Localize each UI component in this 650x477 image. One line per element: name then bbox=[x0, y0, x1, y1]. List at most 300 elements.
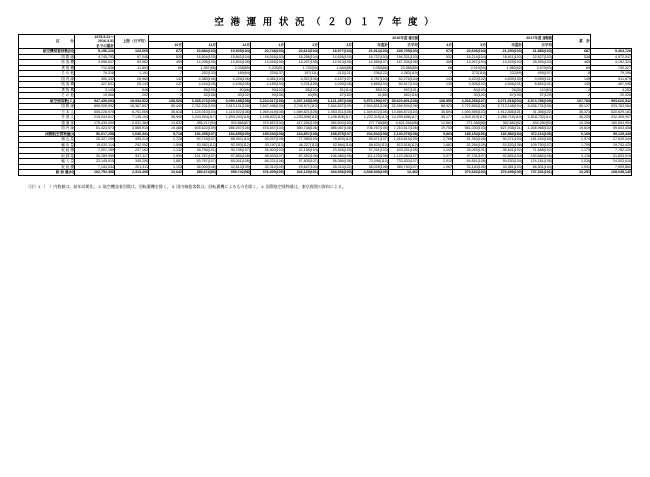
cell-yoy: (90) bbox=[311, 65, 318, 70]
cell-yoy: (103) bbox=[343, 54, 352, 59]
cell-yoy: (103) bbox=[275, 54, 284, 59]
cell-value: 580,738 bbox=[296, 126, 310, 131]
cell-value: 53,582 bbox=[196, 142, 208, 147]
cell-yoy: (102) bbox=[543, 109, 552, 114]
page-title: 空 港 運 用 状 況 （ ２ ０ １ ７ 年 度 ） bbox=[214, 17, 436, 28]
table-cell bbox=[217, 170, 251, 175]
cell-yoy: (106) bbox=[543, 104, 552, 109]
table-cell bbox=[389, 98, 419, 103]
cell-value: 41 bbox=[377, 93, 382, 98]
cell-value: 197 bbox=[304, 71, 311, 76]
cell-yoy: (113) bbox=[309, 142, 318, 147]
cell-value: 76,318 bbox=[103, 71, 114, 76]
cell-value: 64,651 bbox=[466, 159, 478, 164]
cell-value: 1,123,260 bbox=[393, 153, 410, 158]
cell-value: 706,767 bbox=[366, 126, 380, 131]
cell-value: 51,423,973 bbox=[96, 126, 114, 131]
row-label: 日 本 人 bbox=[19, 109, 75, 114]
cell-value: 32,456,594 bbox=[391, 104, 410, 109]
cell-value: 35,756 bbox=[196, 148, 208, 153]
cell-yoy: (104) bbox=[513, 98, 522, 103]
cell-value: 20,328 bbox=[620, 93, 631, 98]
cell-yoy: (108) bbox=[241, 153, 250, 158]
header-month-2016-4: 2月 bbox=[285, 42, 319, 49]
cell-value: 7,307,185 bbox=[98, 148, 114, 153]
cell-value: 20,884 bbox=[196, 49, 208, 54]
cell-value: 52,276 bbox=[398, 76, 410, 81]
cell-value: 1,960 bbox=[506, 65, 516, 70]
cell-yoy: (104) bbox=[379, 82, 388, 87]
cell-yoy: (104) bbox=[513, 159, 522, 164]
table-cell bbox=[591, 170, 632, 175]
cell-value: 7 bbox=[450, 71, 452, 76]
cell-value: 58,366 bbox=[332, 159, 344, 164]
cell-yoy: (104) bbox=[207, 109, 216, 114]
header-cumulative-line2: 2016.3.31 bbox=[98, 39, 114, 44]
cell-yoy: (92) bbox=[515, 120, 522, 125]
cell-yoy: (107) bbox=[409, 159, 418, 164]
cell-value: 31,356 bbox=[532, 109, 544, 114]
cell-yoy: (100) bbox=[343, 120, 352, 125]
table-cell bbox=[523, 98, 553, 103]
cell-yoy: (101) bbox=[207, 148, 216, 153]
cell-yoy: (108) bbox=[477, 159, 486, 164]
cell-value: 5,718 bbox=[173, 131, 182, 136]
cell-value: 189,154 bbox=[464, 131, 478, 136]
cell-yoy: (103) bbox=[207, 54, 216, 59]
cell-yoy: (101) bbox=[543, 170, 552, 175]
cell-value: 108,550 bbox=[439, 98, 452, 103]
cell-value: 2,740,671 bbox=[293, 104, 310, 109]
cell-yoy: (102) bbox=[513, 148, 522, 153]
cell-yoy: (103) bbox=[513, 49, 522, 54]
table-cell bbox=[149, 170, 183, 175]
cell-value: 359,742 bbox=[230, 170, 244, 175]
cell-yoy: (117) bbox=[207, 115, 216, 120]
cell-yoy: (107) bbox=[409, 164, 418, 169]
cell-value: 21,250 bbox=[502, 49, 514, 54]
cell-value: 4,787 bbox=[370, 76, 380, 81]
cell-value: 24,003,616 bbox=[613, 159, 631, 164]
cell-value: 139 bbox=[446, 82, 452, 87]
cell-value: 50,617 bbox=[398, 82, 410, 87]
cell-yoy: (108) bbox=[379, 104, 388, 109]
cell-yoy: (106) bbox=[275, 93, 284, 98]
cell-yoy: (110) bbox=[379, 142, 388, 147]
cell-yoy: (103) bbox=[477, 109, 486, 114]
cell-value: 4,306 bbox=[468, 82, 478, 87]
cell-value: 2,647,498 bbox=[259, 104, 276, 109]
cell-value: 2,904,831 bbox=[363, 104, 380, 109]
cell-value: 12,661 bbox=[441, 120, 452, 125]
cell-value: 16,504 bbox=[196, 54, 208, 59]
header-group-2017 bbox=[419, 35, 553, 42]
cell-yoy: (101) bbox=[513, 109, 522, 114]
header-group-2016 bbox=[149, 35, 419, 42]
cell-value: 1,532,019 bbox=[461, 115, 478, 120]
cell-value: 36,641 bbox=[502, 148, 514, 153]
cell-value: 85 bbox=[203, 87, 208, 92]
cell-yoy: (104) bbox=[309, 164, 318, 169]
cell-value: 586,057 bbox=[228, 126, 242, 131]
cell-value: 459 bbox=[176, 60, 182, 65]
cell-value: 465 bbox=[584, 60, 590, 65]
cell-yoy: (107) bbox=[343, 76, 352, 81]
cell-value: 2,544,837 bbox=[327, 104, 344, 109]
cell-value: 19,486 bbox=[171, 126, 182, 131]
header-month-2016-1: 11月 bbox=[183, 42, 217, 49]
cell-value: 3,121,457 bbox=[327, 98, 344, 103]
cell-yoy: (100) bbox=[207, 87, 216, 92]
cell-value: 4,639 bbox=[504, 76, 514, 81]
cell-yoy: (106) bbox=[409, 60, 418, 65]
cell-yoy: (101) bbox=[477, 148, 486, 153]
cell-value: 65 bbox=[586, 65, 590, 70]
airport-operations-table bbox=[18, 34, 632, 176]
header-daily-avg-2016: 日平均 bbox=[389, 42, 419, 49]
cell-yoy: (108) bbox=[275, 131, 284, 136]
table-cell bbox=[251, 170, 285, 175]
cell-yoy: (183) bbox=[343, 93, 352, 98]
cell-value: 7,135,154 bbox=[132, 115, 148, 120]
cell-value: 73,098 bbox=[368, 159, 380, 164]
cell-yoy: (108) bbox=[309, 60, 318, 65]
cell-yoy: (104) bbox=[309, 148, 318, 153]
cell-value: 56,617,258 bbox=[96, 131, 114, 136]
cell-yoy: (106) bbox=[241, 159, 250, 164]
table-cell bbox=[285, 170, 319, 175]
cell-value: 2,036 bbox=[581, 159, 590, 164]
cell-value: 3 bbox=[450, 87, 452, 92]
cell-value: 232,459,907 bbox=[611, 115, 631, 120]
cell-value: 662 bbox=[403, 93, 410, 98]
cell-value: 3,337,165 bbox=[293, 98, 310, 103]
cell-value: 142 bbox=[176, 76, 182, 81]
cell-yoy: (91) bbox=[277, 65, 284, 70]
cell-yoy: (107) bbox=[477, 98, 486, 103]
cell-value: 213 bbox=[337, 71, 344, 76]
header-total: 累 計 bbox=[553, 35, 591, 49]
cell-yoy: (102) bbox=[543, 148, 552, 153]
cell-value: 158,575 bbox=[330, 131, 344, 136]
cell-value: 2,019 bbox=[470, 65, 480, 70]
table-cell bbox=[523, 104, 553, 109]
cell-value: 19,743,420 bbox=[613, 142, 631, 147]
cell-value: 168,048,140 bbox=[611, 170, 631, 175]
cell-yoy: (89) bbox=[243, 65, 250, 70]
header-year-2016: 年度計 bbox=[353, 42, 389, 49]
cell-value: 3,979 bbox=[536, 65, 546, 70]
cell-value: 14,429 bbox=[502, 60, 514, 65]
cell-value: 3,099,188 bbox=[225, 98, 242, 103]
cell-yoy: (107) bbox=[409, 153, 418, 158]
cell-value: 1,208,968 bbox=[527, 126, 544, 131]
cell-yoy: (103) bbox=[275, 87, 284, 92]
cell-value: 99 bbox=[271, 93, 276, 98]
cell-value: 110 bbox=[539, 87, 546, 92]
cell-value: 2,313,406 bbox=[132, 170, 148, 175]
cell-value: 4,972,047 bbox=[615, 54, 631, 59]
cell-yoy: (106) bbox=[343, 60, 352, 65]
cell-value: 271,368 bbox=[466, 120, 480, 125]
cell-value: 933,763,084 bbox=[611, 104, 631, 109]
cell-yoy: (106) bbox=[477, 137, 486, 142]
cell-yoy: (119) bbox=[409, 71, 418, 76]
cell-value: 2,974 bbox=[581, 137, 590, 142]
cell-yoy: (122) bbox=[379, 71, 388, 76]
cell-value: 97,854 bbox=[230, 153, 242, 158]
cell-value: 90,097 bbox=[264, 137, 276, 142]
cell-yoy: (106) bbox=[309, 153, 318, 158]
cell-value: 222 bbox=[509, 71, 516, 76]
cell-value: 58,620 bbox=[368, 142, 380, 147]
cell-value: 41,886 bbox=[532, 49, 544, 54]
cell-yoy: (108) bbox=[275, 109, 284, 114]
cell-value: 4,226 bbox=[232, 76, 242, 81]
cell-value: 59,530 bbox=[502, 159, 514, 164]
table-cell bbox=[75, 170, 115, 175]
cell-yoy: (106) bbox=[343, 82, 352, 87]
cell-value: 1,103 bbox=[173, 164, 182, 169]
cell-value: 13,466,872 bbox=[391, 109, 410, 114]
cell-value: 4,546 bbox=[504, 82, 514, 87]
cell-value: 204,532 bbox=[366, 131, 380, 136]
cell-yoy: (104) bbox=[409, 82, 418, 87]
cell-value: 7,782,120 bbox=[615, 148, 631, 153]
table-cell bbox=[389, 137, 419, 142]
cell-value: 605,622 bbox=[194, 126, 208, 131]
cell-value: 77,385 bbox=[298, 137, 310, 142]
cell-value: 25,143 bbox=[137, 82, 148, 87]
cell-yoy: (99) bbox=[515, 71, 522, 76]
cell-yoy: (98) bbox=[411, 120, 418, 125]
cell-yoy: (111) bbox=[310, 71, 318, 76]
cell-value: 2,140,075 bbox=[393, 131, 410, 136]
row-label: 給 油 量(kl) bbox=[19, 170, 75, 175]
row-label: そ の 他 bbox=[19, 93, 75, 98]
cell-yoy: (108) bbox=[241, 60, 250, 65]
header-month-2016-5: 3月 bbox=[319, 42, 353, 49]
header-month-2017-1: 5月 bbox=[453, 42, 487, 49]
cell-yoy: (104) bbox=[343, 49, 352, 54]
cell-yoy: (98) bbox=[243, 170, 250, 175]
cell-yoy: (103) bbox=[275, 148, 284, 153]
cell-value: 2,728 bbox=[173, 137, 182, 142]
cell-value: 3,565,915 bbox=[132, 126, 148, 131]
cell-yoy: (100) bbox=[513, 170, 522, 175]
cell-value: 3 bbox=[180, 87, 182, 92]
cell-value: 5,196,120 bbox=[98, 49, 114, 54]
table-cell bbox=[453, 170, 487, 175]
cell-value: 10,398 bbox=[579, 120, 590, 125]
row-label: 航空機発着回数(回) bbox=[19, 49, 75, 54]
cell-value: 182,982 bbox=[500, 131, 514, 136]
cell-value: 2,786 bbox=[443, 137, 452, 142]
cell-value: 673 bbox=[446, 49, 452, 54]
cell-value: 1,233,596 bbox=[293, 115, 310, 120]
cell-value: 25,960 bbox=[137, 76, 148, 81]
cell-yoy: (118) bbox=[241, 115, 250, 120]
cell-value: 4,231 bbox=[300, 82, 310, 87]
cell-value: 13,947 bbox=[466, 60, 478, 65]
cell-value: 2,713,148 bbox=[497, 104, 514, 109]
cell-value: 2,058 bbox=[372, 65, 382, 70]
cell-value: 88,901 bbox=[230, 137, 242, 142]
cell-yoy: (104) bbox=[309, 49, 318, 54]
cell-value: 14,046 bbox=[264, 60, 276, 65]
cell-yoy: (105) bbox=[379, 126, 388, 131]
cell-value: 215,034,617 bbox=[94, 115, 114, 120]
cell-value: 292 bbox=[142, 93, 148, 98]
cell-value: 86 bbox=[305, 87, 310, 92]
cell-yoy: (106) bbox=[241, 109, 250, 114]
cell-value: 1,105 bbox=[443, 148, 452, 153]
cell-value: 303,866 bbox=[230, 120, 244, 125]
row-label: 取 卸 量 bbox=[19, 153, 75, 158]
cell-yoy: (106) bbox=[275, 159, 284, 164]
cell-yoy: (30) bbox=[515, 87, 522, 92]
cell-value: 23,988 bbox=[400, 65, 412, 70]
cell-value: 252 bbox=[201, 71, 208, 76]
cell-value: 505,226,975 bbox=[94, 109, 114, 114]
cell-value: 1,681 bbox=[443, 142, 452, 147]
cell-value: 545 bbox=[142, 87, 148, 92]
cell-value: 30,289,959 bbox=[96, 153, 114, 158]
cell-yoy: (110) bbox=[343, 137, 352, 142]
cell-yoy: (103) bbox=[379, 49, 388, 54]
row-label: 国際航空貨物量(t) bbox=[19, 131, 75, 136]
cell-value: 38,025 bbox=[368, 164, 380, 169]
cell-yoy: (100) bbox=[477, 87, 486, 92]
header-cumulative bbox=[75, 35, 115, 49]
cell-yoy: (113) bbox=[275, 115, 284, 120]
cell-value: 36,371 bbox=[579, 109, 590, 114]
cell-value: 8 bbox=[588, 71, 590, 76]
cell-value: 273 bbox=[471, 71, 478, 76]
cell-value: 1,957 bbox=[200, 65, 210, 70]
cell-value: 1,089,821 bbox=[293, 109, 310, 114]
cell-yoy: (88) bbox=[479, 120, 486, 125]
cell-value: 65 bbox=[178, 65, 182, 70]
cell-value: 40 bbox=[237, 93, 242, 98]
cell-yoy: (108) bbox=[241, 104, 250, 109]
cell-yoy: (137) bbox=[275, 71, 284, 76]
cell-value: 1,191 bbox=[139, 71, 148, 76]
row-label: 航空旅客数(人) bbox=[19, 98, 75, 103]
cell-yoy: (108) bbox=[409, 104, 418, 109]
header-month-2016-2: 12月 bbox=[217, 42, 251, 49]
row-label: 貨 物 機 bbox=[19, 65, 75, 70]
cell-value: 29,647 bbox=[298, 164, 310, 169]
cell-value: 2,383 bbox=[400, 71, 410, 76]
cell-value: 13,604 bbox=[230, 60, 242, 65]
cell-yoy: (106) bbox=[207, 60, 216, 65]
cell-value: 4,189 bbox=[266, 82, 276, 87]
table-cell bbox=[389, 115, 419, 120]
cell-yoy: (109) bbox=[309, 98, 318, 103]
cell-yoy: (106) bbox=[543, 159, 552, 164]
cell-value: 89,440 bbox=[171, 104, 182, 109]
cell-yoy: (107) bbox=[379, 137, 388, 142]
cell-value: 66,221 bbox=[264, 159, 276, 164]
cell-value: 109,750 bbox=[530, 142, 544, 147]
cell-value: 85 bbox=[375, 87, 380, 92]
cell-yoy: (106) bbox=[409, 126, 418, 131]
cell-value: 66 bbox=[448, 65, 452, 70]
header-month-2017-0: 4月 bbox=[419, 42, 453, 49]
cell-yoy: (103) bbox=[275, 49, 284, 54]
cell-yoy: (104) bbox=[275, 76, 284, 81]
cell-yoy: (106) bbox=[207, 76, 216, 81]
row-label: 国 内 線 bbox=[19, 76, 75, 81]
cell-yoy: (106) bbox=[513, 142, 522, 147]
cell-yoy: (129) bbox=[543, 93, 552, 98]
cell-yoy: (121) bbox=[343, 71, 352, 76]
cell-value: 95,671 bbox=[368, 137, 380, 142]
cell-value: 71,688 bbox=[532, 148, 544, 153]
cell-yoy: (108) bbox=[379, 131, 388, 136]
cell-value: 162,752,358 bbox=[94, 170, 114, 175]
cell-value: 7,144,044 bbox=[98, 164, 114, 169]
table-cell bbox=[389, 131, 419, 136]
cell-yoy: (106) bbox=[309, 126, 318, 131]
cell-value: 53,520 bbox=[502, 142, 514, 147]
cell-yoy: (109) bbox=[343, 104, 352, 109]
cell-value: 27,525,549 bbox=[613, 137, 631, 142]
cell-value: 1,584 bbox=[336, 65, 346, 70]
table-cell bbox=[115, 170, 149, 175]
cell-yoy: (103) bbox=[379, 54, 388, 59]
table-cell bbox=[523, 115, 553, 120]
cell-yoy: (108) bbox=[379, 153, 388, 158]
cell-yoy: (102) bbox=[241, 93, 250, 98]
cell-value: 1,198,822 bbox=[259, 115, 276, 120]
cell-value: 26 bbox=[511, 87, 516, 92]
cell-yoy: (104) bbox=[513, 104, 522, 109]
cell-value: 225 bbox=[269, 71, 276, 76]
cell-yoy: (110) bbox=[513, 115, 522, 120]
cell-value: 32,158 bbox=[298, 148, 310, 153]
cell-value: 4,420 bbox=[468, 76, 478, 81]
cell-value: 97,046 bbox=[137, 54, 148, 59]
cell-yoy: (105) bbox=[543, 98, 552, 103]
cell-value: 90,718 bbox=[196, 137, 208, 142]
cell-value: 1,792 bbox=[302, 65, 312, 70]
cell-value: 2,010 bbox=[443, 159, 452, 164]
cell-yoy: (117) bbox=[409, 115, 418, 120]
cell-value: 6,100 bbox=[581, 131, 590, 136]
cell-value: 20,636 bbox=[466, 49, 478, 54]
cell-yoy: (107) bbox=[379, 60, 388, 65]
cell-value: 2,818,732 bbox=[527, 115, 544, 120]
row-label: そ の 他 bbox=[19, 71, 75, 76]
cell-value: 90,071 bbox=[502, 137, 514, 142]
cell-value: 581,030 bbox=[464, 126, 478, 131]
cell-value: 520,629,183 bbox=[611, 109, 631, 114]
cell-value: 277,758 bbox=[368, 120, 382, 125]
cell-value: 14,299,658 bbox=[391, 115, 410, 120]
cell-yoy: (117) bbox=[343, 115, 352, 120]
cell-yoy: (63) bbox=[545, 87, 552, 92]
cell-value: 111,123 bbox=[367, 153, 380, 158]
table-cell bbox=[389, 109, 419, 114]
cell-yoy: (109) bbox=[241, 164, 250, 169]
cell-yoy: (107) bbox=[543, 142, 552, 147]
cell-yoy: (107) bbox=[309, 159, 318, 164]
header-group-2017-label: 2017年度 bbox=[526, 35, 542, 40]
cell-value: 59,843,458 bbox=[613, 126, 631, 131]
cell-value: 16,256 bbox=[298, 54, 310, 59]
